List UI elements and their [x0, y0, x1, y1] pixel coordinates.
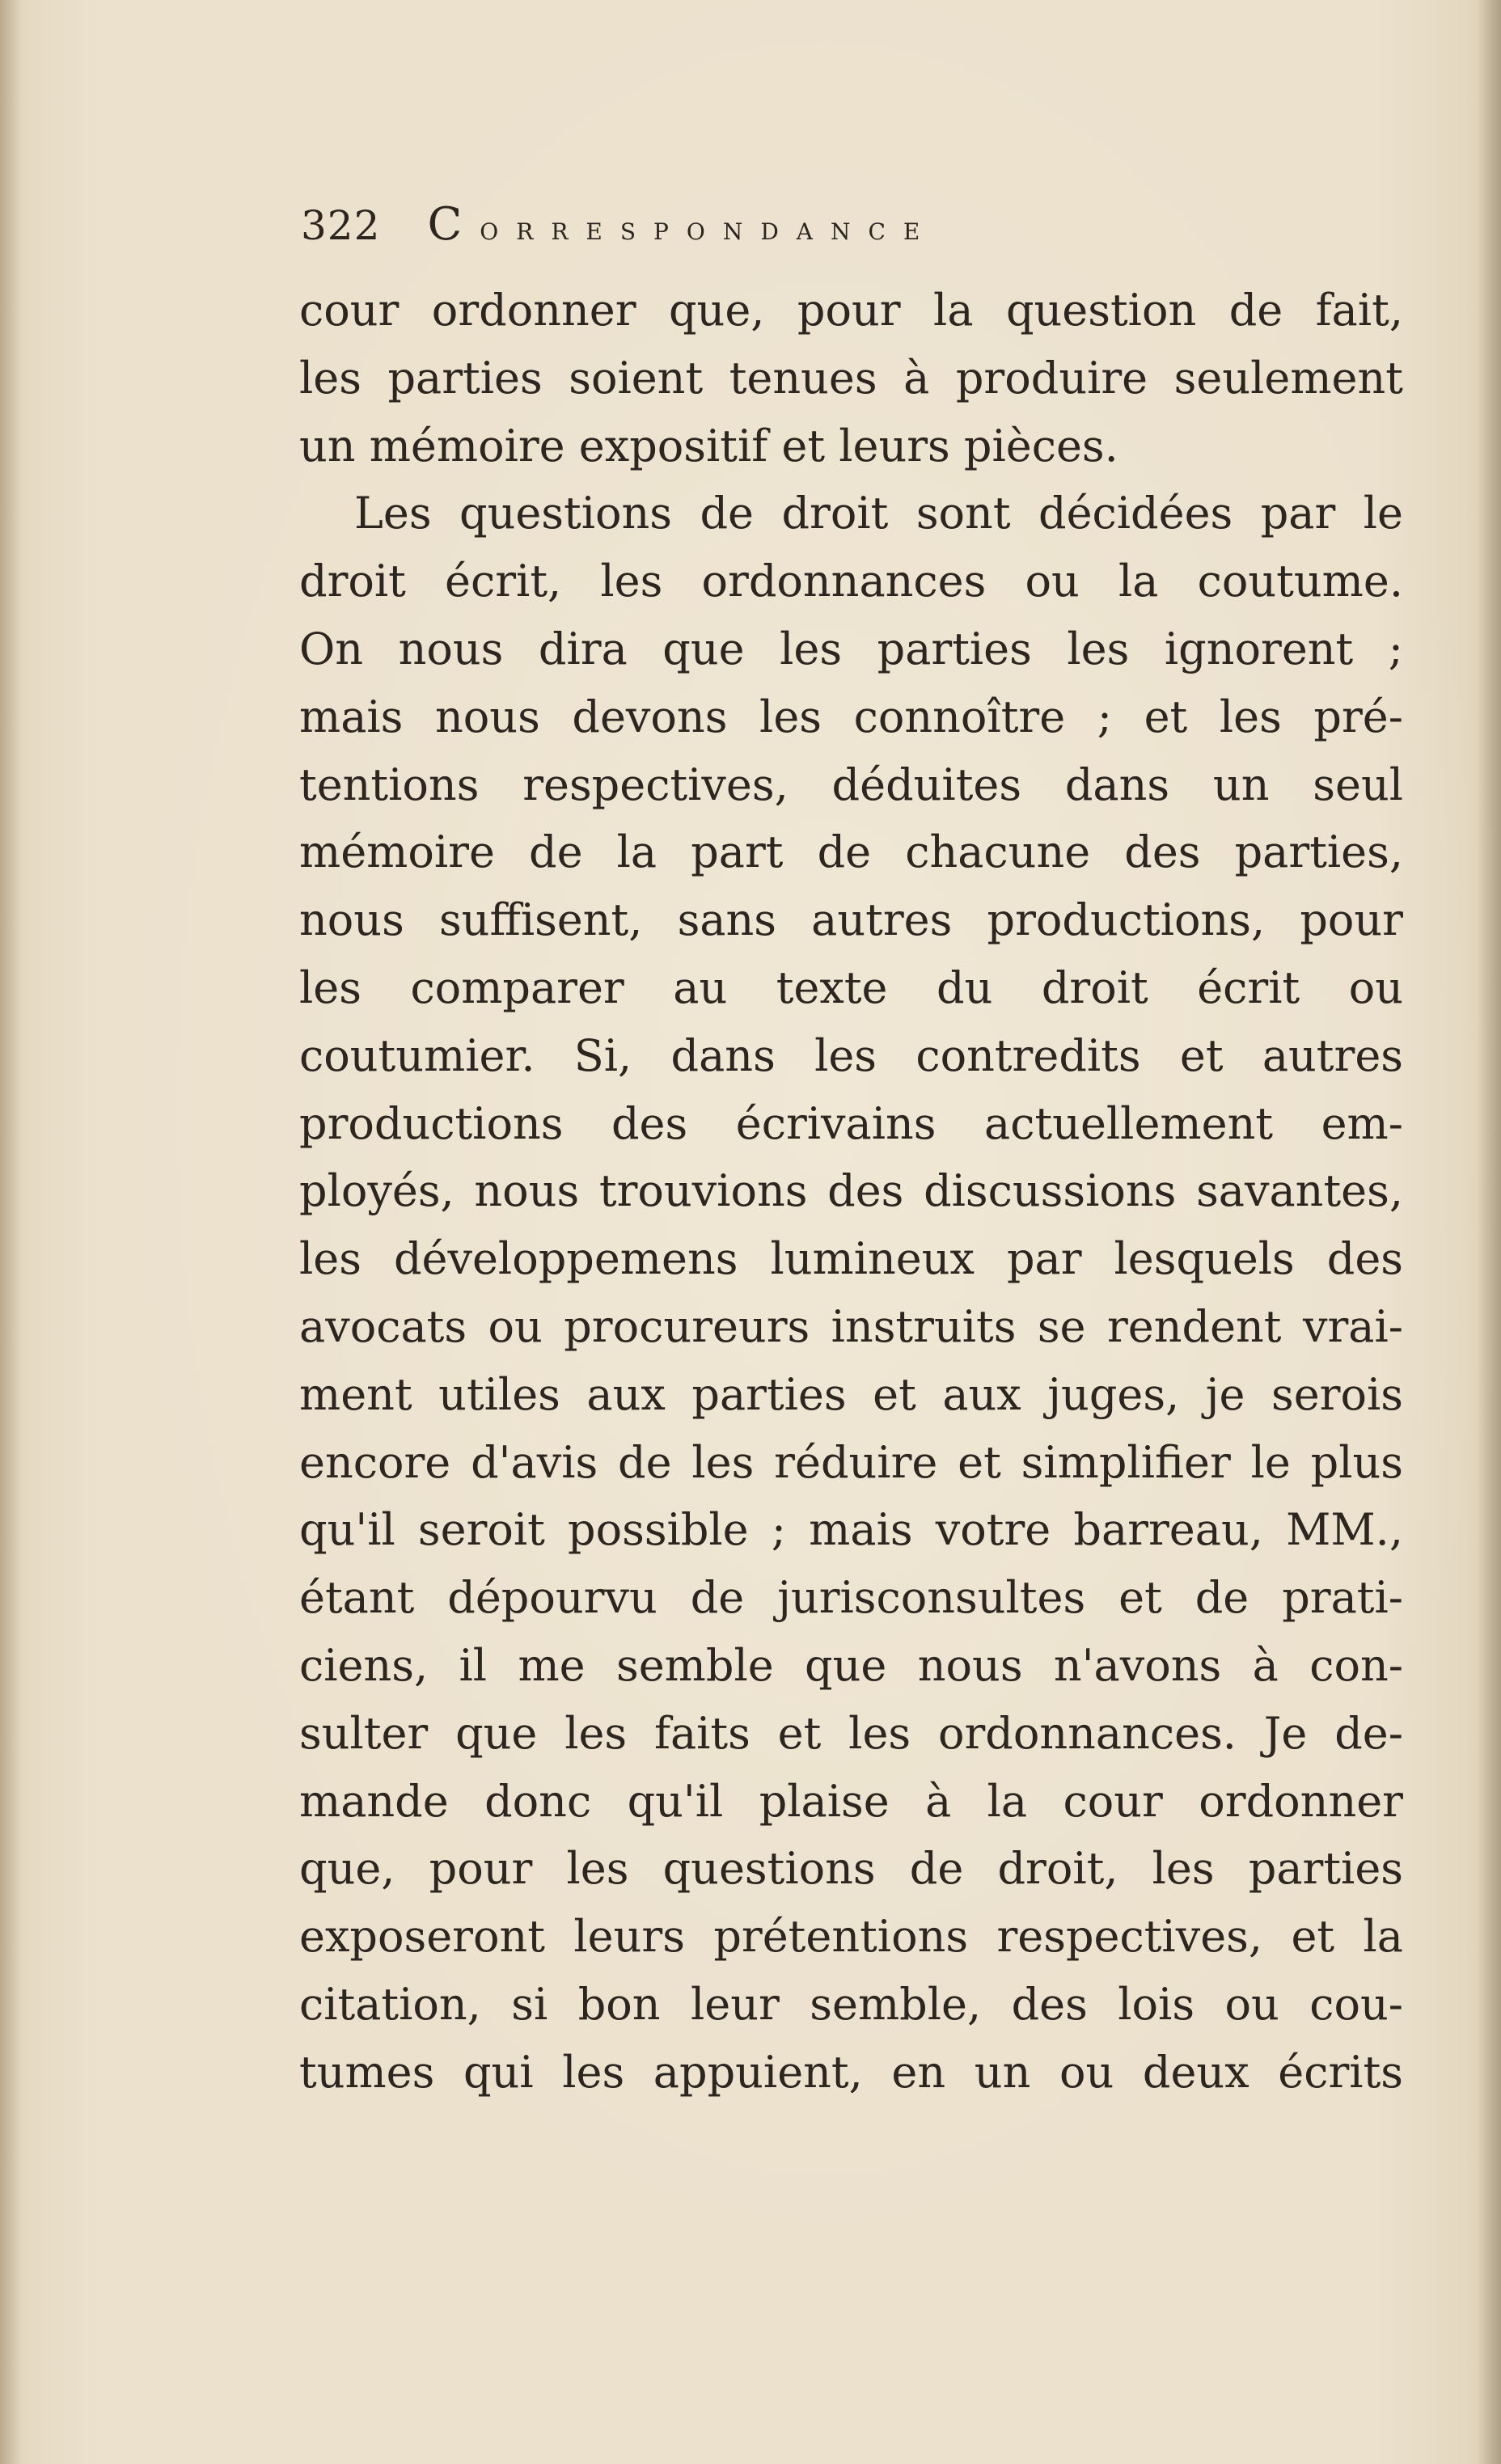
text-line: exposeront leurs prétentions respectives, et la: [299, 1911, 1403, 1963]
text-line: encore d'avis de les réduire et simplifier le plus: [299, 1436, 1403, 1488]
text-line: coutumier. Si, dans les contredits et autres: [299, 1029, 1403, 1081]
running-title-initial: C: [427, 198, 480, 251]
running-title-rest: orrespondance: [480, 210, 938, 247]
text-line: qu'il seroit possible ; mais votre barreau, MM.,: [299, 1504, 1403, 1556]
text-line: Les questions de droit sont décidées par le: [354, 488, 1403, 539]
text-line: ciens, il me semble que nous n'avons à con-: [299, 1639, 1403, 1691]
text-line: sulter que les faits et les ordonnances. Je de-: [299, 1707, 1403, 1759]
page-number: 322: [301, 202, 381, 249]
text-line: On nous dira que les parties les ignorent ;: [299, 623, 1403, 674]
text-line: nous suffisent, sans autres productions, pour: [299, 894, 1403, 946]
page-edge-shadow: [1477, 0, 1501, 2464]
running-head: [301, 198, 1376, 255]
text-line: ployés, nous trouvions des discussions savantes,: [299, 1165, 1403, 1217]
text-line: productions des écrivains actuellement em-: [299, 1097, 1403, 1149]
text-line: les développemens lumineux par lesquels des: [299, 1233, 1403, 1285]
text-line: cour ordonner que, pour la question de fait,: [299, 285, 1403, 336]
text-line: un mémoire expositif et leurs pièces.: [299, 420, 1118, 471]
text-line: que, pour les questions de droit, les parties: [299, 1843, 1403, 1895]
text-line: tumes qui les appuient, en un ou deux écrits: [299, 2046, 1403, 2098]
running-title: [427, 198, 937, 251]
text-line: droit écrit, les ordonnances ou la coutume.: [299, 556, 1403, 607]
text-line: ment utiles aux parties et aux juges, je serois: [299, 1368, 1403, 1420]
text-line: mande donc qu'il plaise à la cour ordonner: [299, 1775, 1403, 1827]
text-line: les comparer au texte du droit écrit ou: [299, 962, 1403, 1013]
gutter-shadow: [0, 0, 21, 2464]
text-line: citation, si bon leur semble, des lois ou cou-: [299, 1978, 1403, 2030]
text-line: étant dépourvu de jurisconsultes et de prati-: [299, 1572, 1403, 1624]
text-line: mémoire de la part de chacune des parties,: [299, 826, 1403, 878]
body-text: [299, 277, 1403, 2107]
text-line: mais nous devons les connoître ; et les pré-: [299, 691, 1403, 742]
text-line: tentions respectives, déduites dans un seul: [299, 759, 1403, 810]
text-line: avocats ou procureurs instruits se rendent vrai-: [299, 1300, 1403, 1352]
text-line: les parties soient tenues à produire seulement: [299, 352, 1403, 404]
